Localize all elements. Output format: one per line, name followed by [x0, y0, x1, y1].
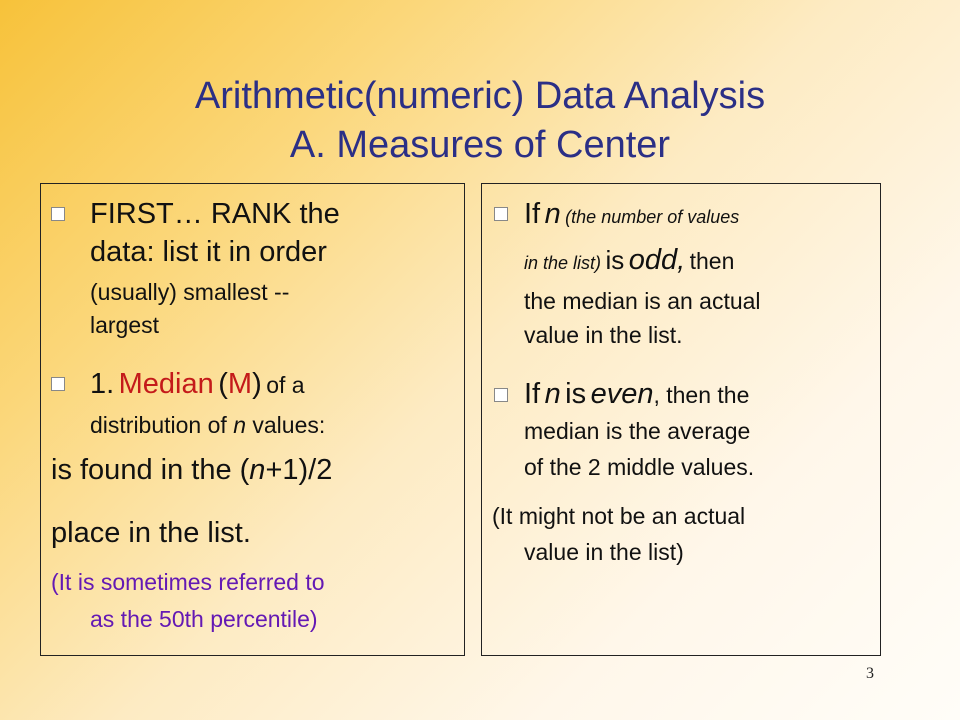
right-text-box [481, 183, 881, 656]
bullet-rank-line-3: (usually) smallest -- [90, 279, 290, 305]
values-label: values: [252, 412, 326, 438]
formula-text-b: +1)/2 [265, 454, 333, 486]
bullet-median-line-2 [90, 412, 325, 439]
median-number: 1. [90, 368, 115, 400]
bullet-rank-line-4: largest [90, 312, 160, 338]
even-n: n [544, 378, 561, 410]
even-if: If [524, 378, 541, 410]
bullet-square-icon [494, 207, 508, 221]
odd-bullet-line-3: the median is an actual [524, 288, 761, 314]
odd-is: is [605, 245, 625, 275]
percentile-note-line-2: as the 50th percentile) [90, 606, 318, 632]
odd-then: then [689, 248, 735, 274]
bullet-rank-line-1: FIRST… RANK the [90, 198, 340, 230]
median-symbol: M [227, 368, 253, 400]
left-text-box [40, 183, 465, 656]
actual-value-note-line-2: value in the list) [524, 539, 684, 565]
odd-n: n [544, 198, 561, 230]
page-number: 3 [866, 665, 874, 682]
even-then: , then the [653, 382, 750, 408]
median-of-a: of a [266, 372, 305, 398]
formula-n: n [249, 454, 266, 486]
odd-paren-2: in the list) [524, 253, 602, 273]
title-line-2: A. Measures of Center [289, 124, 671, 166]
bullet-median-line-1 [90, 368, 305, 401]
formula-text-a: is found in the ( [51, 454, 250, 486]
even-bullet-line-2: median is the average [524, 418, 751, 444]
actual-value-note-line-1: (It might not be an actual [492, 503, 746, 529]
odd-bullet-line-2 [524, 244, 734, 277]
bullet-rank-line-2: data: list it in order [90, 236, 327, 268]
place-in-list-line: place in the list. [51, 517, 251, 549]
even-bullet-line-3: of the 2 middle values. [524, 454, 755, 480]
even-bullet-line-1 [524, 378, 749, 411]
odd-bullet-line-1 [524, 198, 739, 231]
odd-if: If [524, 198, 541, 230]
median-formula-line [51, 454, 332, 487]
median-paren-close: ) [252, 368, 262, 400]
distribution-of: distribution of [90, 412, 227, 438]
bullet-square-icon [51, 377, 65, 391]
bullet-square-icon [51, 207, 65, 221]
even-is: is [565, 378, 587, 410]
median-term: Median [118, 368, 214, 400]
median-paren-open: ( [218, 368, 228, 400]
title-line-1: Arithmetic(numeric) Data Analysis [194, 75, 766, 117]
slide-title [0, 72, 960, 170]
odd-bullet-line-4: value in the list. [524, 322, 683, 348]
percentile-note-line-1: (It is sometimes referred to [51, 569, 325, 595]
n-variable: n [233, 412, 246, 438]
odd-paren-1: (the number of values [565, 207, 740, 227]
even-word: even [590, 378, 654, 410]
odd-word: odd, [628, 244, 686, 276]
bullet-square-icon [494, 388, 508, 402]
